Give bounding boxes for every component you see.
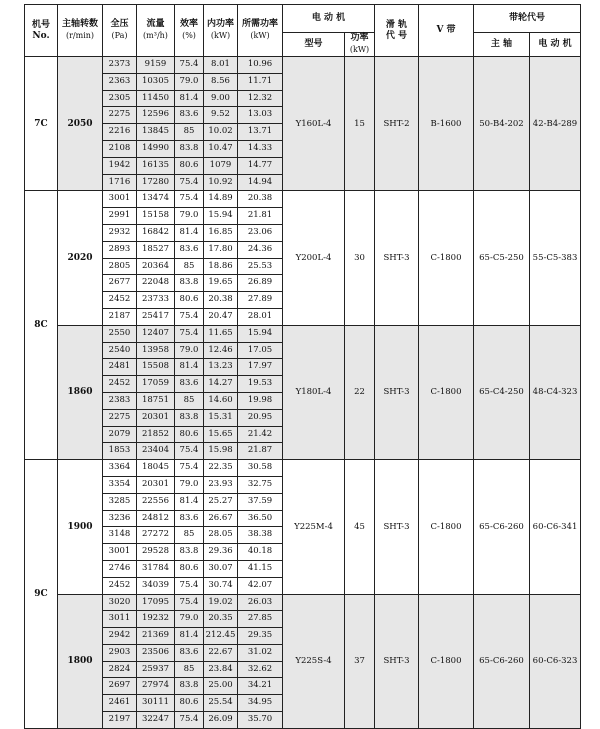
col-motor-power: 功率 (kW) — [345, 33, 375, 57]
internal-power-cell: 22.35 — [204, 460, 238, 477]
efficiency-cell: 83.8 — [175, 678, 204, 695]
required-power-cell: 32.62 — [238, 661, 283, 678]
internal-power-cell: 22.67 — [204, 644, 238, 661]
efficiency-cell: 85 — [175, 527, 204, 544]
internal-power-cell: 29.36 — [204, 544, 238, 561]
pressure-cell: 3236 — [103, 510, 137, 527]
required-power-cell: 23.06 — [238, 224, 283, 241]
flow-cell: 27272 — [137, 527, 175, 544]
required-power-cell: 14.94 — [238, 174, 283, 191]
col-speed: 主轴转数 (r/min) — [58, 5, 103, 57]
flow-cell: 25417 — [137, 308, 175, 325]
flow-cell: 24812 — [137, 510, 175, 527]
pressure-cell: 3285 — [103, 493, 137, 510]
internal-power-cell: 16.85 — [204, 224, 238, 241]
flow-cell: 17095 — [137, 594, 175, 611]
motor-type-cell: Y200L-4 — [283, 191, 345, 325]
pulley-main-cell: 50-B4-202 — [474, 57, 530, 191]
required-power-cell: 17.97 — [238, 359, 283, 376]
flow-cell: 21369 — [137, 628, 175, 645]
table-row — [25, 191, 581, 208]
flow-cell: 17059 — [137, 376, 175, 393]
internal-power-cell: 25.54 — [204, 695, 238, 712]
required-power-cell: 34.21 — [238, 678, 283, 695]
pressure-cell: 2187 — [103, 308, 137, 325]
flow-cell: 12596 — [137, 107, 175, 124]
speed-cell: 1800 — [58, 594, 103, 728]
efficiency-cell: 75.4 — [175, 325, 204, 342]
speed-cell: 1860 — [58, 325, 103, 459]
flow-cell: 34039 — [137, 577, 175, 594]
pressure-cell: 2373 — [103, 57, 137, 74]
motor-power-cell: 30 — [345, 191, 375, 325]
internal-power-cell: 23.84 — [204, 661, 238, 678]
efficiency-cell: 80.6 — [175, 560, 204, 577]
motor-type-cell: Y225M-4 — [283, 460, 345, 594]
internal-power-cell: 9.00 — [204, 90, 238, 107]
internal-power-cell: 28.05 — [204, 527, 238, 544]
required-power-cell: 35.70 — [238, 712, 283, 729]
pressure-cell: 2275 — [103, 409, 137, 426]
motor-power-cell: 37 — [345, 594, 375, 728]
flow-cell: 16842 — [137, 224, 175, 241]
rail-code-cell: SHT-3 — [375, 325, 419, 459]
col-pulley-motor: 电 动 机 — [530, 33, 581, 57]
vbelt-cell: C-1800 — [419, 325, 474, 459]
internal-power-cell: 18.86 — [204, 258, 238, 275]
table-row — [25, 57, 581, 74]
pulley-main-cell: 65-C4-250 — [474, 325, 530, 459]
flow-cell: 13845 — [137, 124, 175, 141]
table-row — [25, 325, 581, 342]
internal-power-cell: 20.47 — [204, 308, 238, 325]
efficiency-cell: 81.4 — [175, 224, 204, 241]
pressure-cell: 2481 — [103, 359, 137, 376]
flow-cell: 21852 — [137, 426, 175, 443]
required-power-cell: 14.77 — [238, 157, 283, 174]
required-power-cell: 27.89 — [238, 292, 283, 309]
table-body — [25, 57, 581, 729]
internal-power-cell: 15.31 — [204, 409, 238, 426]
required-power-cell: 21.42 — [238, 426, 283, 443]
vbelt-cell: C-1800 — [419, 594, 474, 728]
pressure-cell: 1716 — [103, 174, 137, 191]
pressure-cell: 2275 — [103, 107, 137, 124]
required-power-cell: 12.32 — [238, 90, 283, 107]
motor-type-cell: Y225S-4 — [283, 594, 345, 728]
motor-type-cell: Y160L-4 — [283, 57, 345, 191]
efficiency-cell: 81.4 — [175, 493, 204, 510]
pulley-motor-cell: 60-C6-341 — [530, 460, 581, 594]
required-power-cell: 30.58 — [238, 460, 283, 477]
internal-power-cell: 20.35 — [204, 611, 238, 628]
pressure-cell: 2893 — [103, 241, 137, 258]
internal-power-cell: 1079 — [204, 157, 238, 174]
pressure-cell: 2942 — [103, 628, 137, 645]
required-power-cell: 10.96 — [238, 57, 283, 74]
required-power-cell: 28.01 — [238, 308, 283, 325]
pressure-cell: 2991 — [103, 208, 137, 225]
pressure-cell: 2697 — [103, 678, 137, 695]
pressure-cell: 2197 — [103, 712, 137, 729]
efficiency-cell: 81.4 — [175, 90, 204, 107]
required-power-cell: 11.71 — [238, 73, 283, 90]
flow-cell: 15508 — [137, 359, 175, 376]
internal-power-cell: 9.52 — [204, 107, 238, 124]
internal-power-cell: 13.23 — [204, 359, 238, 376]
internal-power-cell: 14.27 — [204, 376, 238, 393]
pressure-cell: 2452 — [103, 577, 137, 594]
pressure-cell: 2903 — [103, 644, 137, 661]
internal-power-cell: 8.01 — [204, 57, 238, 74]
flow-cell: 30111 — [137, 695, 175, 712]
efficiency-cell: 75.4 — [175, 594, 204, 611]
speed-cell: 2050 — [58, 57, 103, 191]
internal-power-cell: 15.94 — [204, 208, 238, 225]
efficiency-cell: 75.4 — [175, 57, 204, 74]
required-power-cell: 17.05 — [238, 342, 283, 359]
pressure-cell: 3001 — [103, 544, 137, 561]
rail-code-cell: SHT-3 — [375, 460, 419, 594]
flow-cell: 18751 — [137, 392, 175, 409]
efficiency-cell: 85 — [175, 661, 204, 678]
pressure-cell: 1853 — [103, 443, 137, 460]
pressure-cell: 3001 — [103, 191, 137, 208]
flow-cell: 23404 — [137, 443, 175, 460]
pulley-motor-cell: 55-C5-383 — [530, 191, 581, 325]
motor-power-cell: 22 — [345, 325, 375, 459]
efficiency-cell: 80.6 — [175, 157, 204, 174]
internal-power-cell: 8.56 — [204, 73, 238, 90]
flow-cell: 25937 — [137, 661, 175, 678]
pressure-cell: 2461 — [103, 695, 137, 712]
internal-power-cell: 30.07 — [204, 560, 238, 577]
internal-power-cell: 10.47 — [204, 140, 238, 157]
internal-power-cell: 17.80 — [204, 241, 238, 258]
pressure-cell: 1942 — [103, 157, 137, 174]
model-number-cell: 8C — [25, 191, 58, 460]
model-number-cell: 7C — [25, 57, 58, 191]
flow-cell: 16135 — [137, 157, 175, 174]
efficiency-cell: 83.6 — [175, 241, 204, 258]
efficiency-cell: 75.4 — [175, 460, 204, 477]
efficiency-cell: 79.0 — [175, 476, 204, 493]
pulley-motor-cell: 60-C6-323 — [530, 594, 581, 728]
pressure-cell: 2305 — [103, 90, 137, 107]
internal-power-cell: 26.67 — [204, 510, 238, 527]
required-power-cell: 15.94 — [238, 325, 283, 342]
required-power-cell: 27.85 — [238, 611, 283, 628]
pressure-cell: 2824 — [103, 661, 137, 678]
efficiency-cell: 79.0 — [175, 73, 204, 90]
pressure-cell: 2677 — [103, 275, 137, 292]
required-power-cell: 19.98 — [238, 392, 283, 409]
efficiency-cell: 80.6 — [175, 695, 204, 712]
required-power-cell: 34.95 — [238, 695, 283, 712]
required-power-cell: 20.95 — [238, 409, 283, 426]
flow-cell: 10305 — [137, 73, 175, 90]
pressure-cell: 3148 — [103, 527, 137, 544]
internal-power-cell: 10.92 — [204, 174, 238, 191]
flow-cell: 27974 — [137, 678, 175, 695]
pressure-cell: 3354 — [103, 476, 137, 493]
efficiency-cell: 79.0 — [175, 208, 204, 225]
pressure-cell: 2216 — [103, 124, 137, 141]
efficiency-cell: 75.4 — [175, 308, 204, 325]
flow-cell: 31784 — [137, 560, 175, 577]
efficiency-cell: 75.4 — [175, 712, 204, 729]
required-power-cell: 24.36 — [238, 241, 283, 258]
efficiency-cell: 81.4 — [175, 359, 204, 376]
efficiency-cell: 85 — [175, 124, 204, 141]
pressure-cell: 2079 — [103, 426, 137, 443]
internal-power-cell: 14.60 — [204, 392, 238, 409]
col-internal-power: 内功率 (kW) — [204, 5, 238, 57]
flow-cell: 11450 — [137, 90, 175, 107]
rail-code-cell: SHT-2 — [375, 57, 419, 191]
pulley-main-cell: 65-C6-260 — [474, 594, 530, 728]
col-pulley-main: 主 轴 — [474, 33, 530, 57]
internal-power-cell: 19.02 — [204, 594, 238, 611]
required-power-cell: 38.38 — [238, 527, 283, 544]
pressure-cell: 2932 — [103, 224, 137, 241]
efficiency-cell: 80.6 — [175, 426, 204, 443]
efficiency-cell: 83.6 — [175, 644, 204, 661]
efficiency-cell: 85 — [175, 392, 204, 409]
motor-power-cell: 45 — [345, 460, 375, 594]
pressure-cell: 3011 — [103, 611, 137, 628]
internal-power-cell: 23.93 — [204, 476, 238, 493]
pulley-main-cell: 65-C5-250 — [474, 191, 530, 325]
required-power-cell: 40.18 — [238, 544, 283, 561]
flow-cell: 29528 — [137, 544, 175, 561]
col-pressure: 全压 (Pa) — [103, 5, 137, 57]
flow-cell: 12407 — [137, 325, 175, 342]
motor-type-cell: Y180L-4 — [283, 325, 345, 459]
col-motor: 电 动 机 — [283, 5, 375, 33]
required-power-cell: 26.89 — [238, 275, 283, 292]
col-motor-type: 型号 — [283, 33, 345, 57]
internal-power-cell: 20.38 — [204, 292, 238, 309]
required-power-cell: 21.81 — [238, 208, 283, 225]
required-power-cell: 14.33 — [238, 140, 283, 157]
flow-cell: 20364 — [137, 258, 175, 275]
col-rail: 滑 轨 代 号 — [375, 5, 419, 57]
efficiency-cell: 85 — [175, 258, 204, 275]
vbelt-cell: B-1600 — [419, 57, 474, 191]
pressure-cell: 2746 — [103, 560, 137, 577]
pulley-main-cell: 65-C6-260 — [474, 460, 530, 594]
flow-cell: 19232 — [137, 611, 175, 628]
efficiency-cell: 83.8 — [175, 140, 204, 157]
flow-cell: 32247 — [137, 712, 175, 729]
efficiency-cell: 83.6 — [175, 510, 204, 527]
flow-cell: 22048 — [137, 275, 175, 292]
efficiency-cell: 75.4 — [175, 443, 204, 460]
required-power-cell: 37.59 — [238, 493, 283, 510]
internal-power-cell: 12.46 — [204, 342, 238, 359]
speed-cell: 2020 — [58, 191, 103, 325]
flow-cell: 9159 — [137, 57, 175, 74]
efficiency-cell: 75.4 — [175, 174, 204, 191]
efficiency-cell: 83.6 — [175, 107, 204, 124]
internal-power-cell: 26.09 — [204, 712, 238, 729]
pressure-cell: 2108 — [103, 140, 137, 157]
pressure-cell: 3020 — [103, 594, 137, 611]
flow-cell: 17280 — [137, 174, 175, 191]
required-power-cell: 13.71 — [238, 124, 283, 141]
motor-power-cell: 15 — [345, 57, 375, 191]
pressure-cell: 2550 — [103, 325, 137, 342]
flow-cell: 13958 — [137, 342, 175, 359]
efficiency-cell: 83.6 — [175, 376, 204, 393]
required-power-cell: 41.15 — [238, 560, 283, 577]
efficiency-cell: 83.8 — [175, 544, 204, 561]
flow-cell: 22556 — [137, 493, 175, 510]
col-pulley: 带轮代号 — [474, 5, 581, 33]
flow-cell: 18527 — [137, 241, 175, 258]
required-power-cell: 20.38 — [238, 191, 283, 208]
col-vbelt: V 带 — [419, 5, 474, 57]
flow-cell: 23733 — [137, 292, 175, 309]
flow-cell: 13474 — [137, 191, 175, 208]
efficiency-cell: 81.4 — [175, 628, 204, 645]
vbelt-cell: C-1800 — [419, 460, 474, 594]
required-power-cell: 31.02 — [238, 644, 283, 661]
pulley-motor-cell: 42-B4-289 — [530, 57, 581, 191]
pressure-cell: 3364 — [103, 460, 137, 477]
efficiency-cell: 79.0 — [175, 611, 204, 628]
efficiency-cell: 83.8 — [175, 275, 204, 292]
col-efficiency: 效率 (%) — [175, 5, 204, 57]
pulley-motor-cell: 48-C4-323 — [530, 325, 581, 459]
flow-cell: 18045 — [137, 460, 175, 477]
required-power-cell: 32.75 — [238, 476, 283, 493]
efficiency-cell: 75.4 — [175, 577, 204, 594]
pressure-cell: 2383 — [103, 392, 137, 409]
internal-power-cell: 19.65 — [204, 275, 238, 292]
efficiency-cell: 80.6 — [175, 292, 204, 309]
required-power-cell: 19.53 — [238, 376, 283, 393]
flow-cell: 15158 — [137, 208, 175, 225]
internal-power-cell: 14.89 — [204, 191, 238, 208]
internal-power-cell: 15.65 — [204, 426, 238, 443]
efficiency-cell: 83.8 — [175, 409, 204, 426]
required-power-cell: 21.87 — [238, 443, 283, 460]
required-power-cell: 13.03 — [238, 107, 283, 124]
internal-power-cell: 30.74 — [204, 577, 238, 594]
rail-code-cell: SHT-3 — [375, 191, 419, 325]
required-power-cell: 36.50 — [238, 510, 283, 527]
pressure-cell: 2452 — [103, 376, 137, 393]
fan-performance-table — [24, 4, 581, 729]
internal-power-cell: 10.02 — [204, 124, 238, 141]
rail-code-cell: SHT-3 — [375, 594, 419, 728]
vbelt-cell: C-1800 — [419, 191, 474, 325]
fan-performance-table-wrapper — [24, 4, 580, 729]
required-power-cell: 25.53 — [238, 258, 283, 275]
internal-power-cell: 15.98 — [204, 443, 238, 460]
flow-cell: 14990 — [137, 140, 175, 157]
col-required-power: 所需功率 (kW) — [238, 5, 283, 57]
efficiency-cell: 75.4 — [175, 191, 204, 208]
pressure-cell: 2805 — [103, 258, 137, 275]
table-row — [25, 594, 581, 611]
pressure-cell: 2452 — [103, 292, 137, 309]
internal-power-cell: 25.27 — [204, 493, 238, 510]
required-power-cell: 42.07 — [238, 577, 283, 594]
pressure-cell: 2363 — [103, 73, 137, 90]
flow-cell: 20301 — [137, 409, 175, 426]
flow-cell: 20301 — [137, 476, 175, 493]
table-row — [25, 460, 581, 477]
model-number-cell: 9C — [25, 460, 58, 729]
efficiency-cell: 79.0 — [175, 342, 204, 359]
internal-power-cell: 212.45 — [204, 628, 238, 645]
col-model-no: 机号 No. — [25, 5, 58, 57]
flow-cell: 23506 — [137, 644, 175, 661]
internal-power-cell: 11.65 — [204, 325, 238, 342]
pressure-cell: 2540 — [103, 342, 137, 359]
required-power-cell: 29.35 — [238, 628, 283, 645]
internal-power-cell: 25.00 — [204, 678, 238, 695]
col-flow: 流量 (m³/h) — [137, 5, 175, 57]
required-power-cell: 26.03 — [238, 594, 283, 611]
speed-cell: 1900 — [58, 460, 103, 594]
